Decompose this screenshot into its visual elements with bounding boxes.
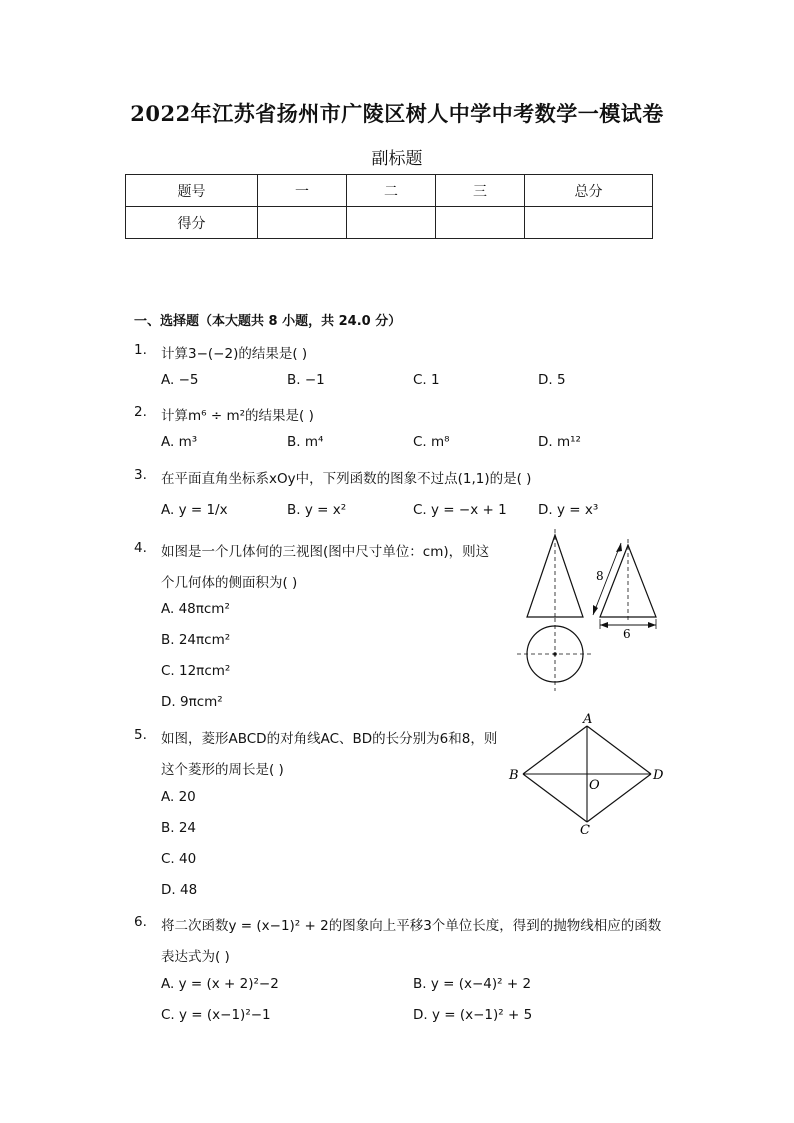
question-text: 计算3−(−2)的结果是( ): [161, 346, 308, 362]
option-b[interactable]: B. −1: [287, 372, 325, 388]
option-a[interactable]: A. 48πcm²: [161, 601, 230, 617]
score-header-cell: 二: [347, 175, 436, 207]
question-text: 计算m⁶ ÷ m²的结果是( ): [161, 408, 314, 424]
option-d[interactable]: D. 48: [161, 882, 198, 898]
score-row-label: 得分: [126, 207, 258, 239]
option-c[interactable]: C. m⁸: [413, 434, 450, 450]
center-o-label: O: [589, 778, 600, 793]
question-text-line2: 表达式为( ): [161, 949, 230, 965]
question-number: 1.: [134, 342, 147, 358]
question-text-line2: 个几何体的侧面积为( ): [161, 575, 298, 591]
vertex-d-label: D: [653, 768, 664, 783]
question-number: 2.: [134, 404, 147, 420]
option-a[interactable]: A. m³: [161, 434, 198, 450]
question-text-line1: 将二次函数y = (x−1)² + 2的图象向上平移3个单位长度，得到的抛物线相应的函数: [161, 918, 662, 934]
option-b[interactable]: B. 24πcm²: [161, 632, 231, 648]
rhombus-side-ab: [523, 726, 587, 774]
score-header-cell: 题号: [126, 175, 258, 207]
option-a[interactable]: A. −5: [161, 372, 199, 388]
score-table-score-row: [126, 207, 653, 239]
option-c[interactable]: C. 40: [161, 851, 197, 867]
option-a[interactable]: A. y = (x + 2)²−2: [161, 976, 279, 992]
question-number: 5.: [134, 727, 147, 743]
rhombus-figure: [505, 712, 665, 837]
question-number: 3.: [134, 467, 147, 483]
vertex-c-label: C: [580, 823, 590, 837]
option-b[interactable]: B. 24: [161, 820, 197, 836]
three-view-figure: [508, 525, 668, 695]
slant-arrow-top: [616, 543, 622, 552]
score-cell[interactable]: [347, 207, 436, 239]
slant-label: 8: [596, 569, 604, 583]
option-d[interactable]: D. m¹²: [538, 434, 581, 450]
option-c[interactable]: C. 1: [413, 372, 440, 388]
slant-arrow-bottom: [593, 605, 598, 615]
question-number: 6.: [134, 914, 147, 930]
score-cell[interactable]: [436, 207, 525, 239]
option-c[interactable]: C. y = −x + 1: [413, 502, 507, 518]
vertex-a-label: A: [583, 712, 593, 727]
question-number: 4.: [134, 540, 147, 556]
option-d[interactable]: D. 5: [538, 372, 566, 388]
question-text: 在平面直角坐标系xOy中，下列函数的图象不过点(1,1)的是( ): [161, 471, 532, 487]
rhombus-side-ad: [587, 726, 651, 774]
base-label: 6: [623, 627, 631, 641]
page-subtitle: 副标题: [371, 149, 423, 169]
score-cell[interactable]: [525, 207, 653, 239]
rhombus-side-bc: [523, 774, 587, 822]
option-b[interactable]: B. y = (x−4)² + 2: [413, 976, 532, 992]
option-d[interactable]: D. y = x³: [538, 502, 599, 518]
question-text-line1: 如图是一个几体何的三视图(图中尺寸单位：cm)，则这: [161, 544, 490, 560]
option-a[interactable]: A. y = 1/x: [161, 502, 228, 518]
question-text-line2: 这个菱形的周长是( ): [161, 762, 284, 778]
option-d[interactable]: D. 9πcm²: [161, 694, 223, 710]
option-b[interactable]: B. y = x²: [287, 502, 347, 518]
score-header-cell: 一: [258, 175, 347, 207]
score-header-cell: 总分: [525, 175, 653, 207]
top-view-center: [553, 652, 557, 656]
option-a[interactable]: A. 20: [161, 789, 196, 805]
front-view-triangle: [527, 535, 583, 617]
option-c[interactable]: C. y = (x−1)²−1: [161, 1007, 271, 1023]
score-header-cell: 三: [436, 175, 525, 207]
score-table-header-row: [126, 175, 653, 207]
score-table: [125, 174, 653, 239]
option-d[interactable]: D. y = (x−1)² + 5: [413, 1007, 533, 1023]
option-b[interactable]: B. m⁴: [287, 434, 324, 450]
page-title: 2022年江苏省扬州市广陵区树人中学中考数学一模试卷: [130, 101, 664, 126]
vertex-b-label: B: [509, 768, 519, 783]
score-cell[interactable]: [258, 207, 347, 239]
question-text-line1: 如图，菱形ABCD的对角线AC、BD的长分别为6和8，则: [161, 731, 498, 747]
option-c[interactable]: C. 12πcm²: [161, 663, 231, 679]
section-heading: 一、选择题（本大题共 8 小题，共 24.0 分）: [134, 314, 402, 329]
